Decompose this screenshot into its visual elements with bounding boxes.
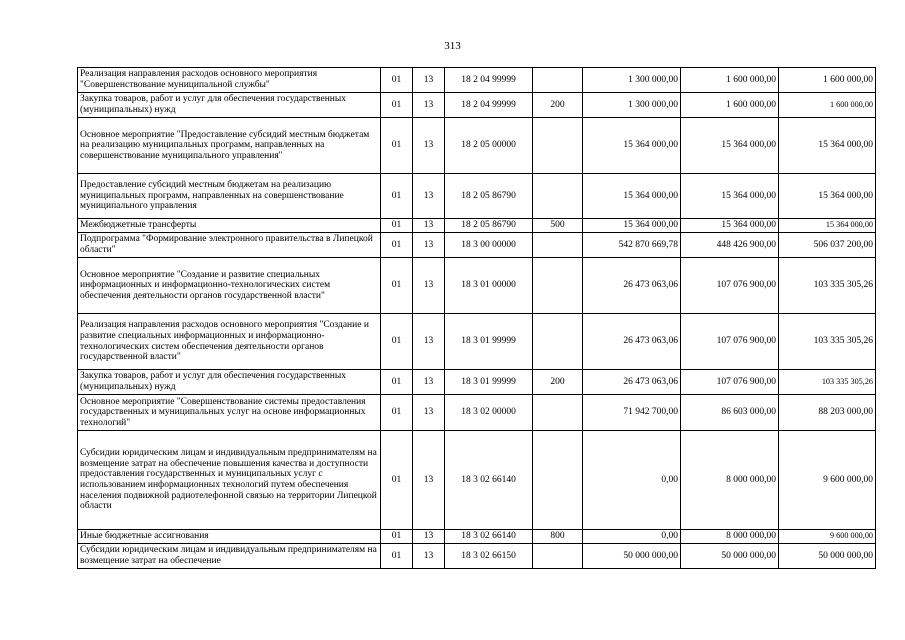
- row-section: 01: [381, 530, 413, 544]
- row-amount-year-1: 15 364 000,00: [583, 174, 681, 219]
- row-amount-year-2: 15 364 000,00: [681, 174, 779, 219]
- row-name: Реализация направления расходов основного мероприятия "Совершенствование муниципальной службы": [78, 68, 381, 93]
- row-amount-year-1: 15 364 000,00: [583, 219, 681, 233]
- table-row: [78, 118, 876, 174]
- row-section: 01: [381, 395, 413, 431]
- row-amount-year-3: 506 037 200,00: [779, 233, 876, 258]
- row-name: Основное мероприятие "Совершенствование системы предоставления государственных и муниципальных услуг на основе информационных технологий": [78, 395, 381, 431]
- row-amount-year-3: 15 364 000,00: [779, 219, 876, 233]
- row-amount-year-3: 88 203 000,00: [779, 395, 876, 431]
- row-amount-year-2: 15 364 000,00: [681, 219, 779, 233]
- table-row: [78, 174, 876, 219]
- row-subsection: 13: [413, 118, 445, 174]
- row-section: 01: [381, 544, 413, 569]
- row-name: Субсидии юридическим лицам и индивидуальным предпринимателям на возмещение затрат на обеспечение повышения качества и доступности предоставления государственных и муниципальных услуг с использованием информационных технологий путем обеспечения населения подвижной радиотелефонной связью на территории Липецкой области: [78, 431, 381, 530]
- row-amount-year-2: 107 076 900,00: [681, 258, 779, 314]
- row-expense-type: 500: [533, 219, 583, 233]
- row-target-article: 18 3 02 66140: [445, 431, 533, 530]
- row-section: 01: [381, 174, 413, 219]
- row-amount-year-3: 103 335 305,26: [779, 314, 876, 370]
- row-name: Закупка товаров, работ и услуг для обеспечения государственных (муниципальных) нужд: [78, 370, 381, 395]
- row-section: 01: [381, 118, 413, 174]
- row-subsection: 13: [413, 544, 445, 569]
- row-amount-year-3: 50 000 000,00: [779, 544, 876, 569]
- row-target-article: 18 2 05 86790: [445, 219, 533, 233]
- row-amount-year-1: 50 000 000,00: [583, 544, 681, 569]
- row-amount-year-1: 1 300 000,00: [583, 68, 681, 93]
- row-subsection: 13: [413, 314, 445, 370]
- table-row: [78, 544, 876, 569]
- row-name: Закупка товаров, работ и услуг для обеспечения государственных (муниципальных) нужд: [78, 93, 381, 118]
- row-section: 01: [381, 93, 413, 118]
- table-row: [78, 258, 876, 314]
- row-expense-type: 200: [533, 93, 583, 118]
- table-row: [78, 395, 876, 431]
- row-section: 01: [381, 68, 413, 93]
- row-amount-year-1: 542 870 669,78: [583, 233, 681, 258]
- row-section: 01: [381, 370, 413, 395]
- row-amount-year-1: 26 473 063,06: [583, 370, 681, 395]
- row-name: Реализация направления расходов основного мероприятия "Создание и развитие специальных информационных и информационно-технологических систем обеспечения деятельности органов государственной власти": [78, 314, 381, 370]
- row-target-article: 18 2 05 86790: [445, 174, 533, 219]
- row-amount-year-1: 71 942 700,00: [583, 395, 681, 431]
- row-target-article: 18 3 01 99999: [445, 314, 533, 370]
- row-target-article: 18 3 00 00000: [445, 233, 533, 258]
- row-expense-type: [533, 233, 583, 258]
- row-target-article: 18 2 05 00000: [445, 118, 533, 174]
- row-subsection: 13: [413, 174, 445, 219]
- row-amount-year-3: 103 335 305,26: [779, 370, 876, 395]
- row-subsection: 13: [413, 431, 445, 530]
- row-expense-type: 800: [533, 530, 583, 544]
- table-row: [78, 431, 876, 530]
- row-subsection: 13: [413, 530, 445, 544]
- row-amount-year-2: 1 600 000,00: [681, 93, 779, 118]
- row-name: Подпрограмма "Формирование электронного правительства в Липецкой области": [78, 233, 381, 258]
- row-amount-year-2: 86 603 000,00: [681, 395, 779, 431]
- row-expense-type: [533, 544, 583, 569]
- row-amount-year-3: 103 335 305,26: [779, 258, 876, 314]
- row-subsection: 13: [413, 370, 445, 395]
- row-expense-type: [533, 395, 583, 431]
- row-amount-year-2: 1 600 000,00: [681, 68, 779, 93]
- row-name: Основное мероприятие "Создание и развитие специальных информационных и информационно-технологических систем обеспечения деятельности органов государственной власти": [78, 258, 381, 314]
- row-amount-year-2: 107 076 900,00: [681, 370, 779, 395]
- row-amount-year-2: 50 000 000,00: [681, 544, 779, 569]
- row-subsection: 13: [413, 233, 445, 258]
- table-row: [78, 314, 876, 370]
- page-number: 313: [444, 40, 461, 52]
- row-expense-type: [533, 431, 583, 530]
- table-row: [78, 233, 876, 258]
- row-amount-year-3: 15 364 000,00: [779, 174, 876, 219]
- row-section: 01: [381, 431, 413, 530]
- row-section: 01: [381, 233, 413, 258]
- row-subsection: 13: [413, 395, 445, 431]
- row-subsection: 13: [413, 93, 445, 118]
- row-amount-year-2: 8 000 000,00: [681, 431, 779, 530]
- row-amount-year-2: 8 000 000,00: [681, 530, 779, 544]
- table-row: [78, 530, 876, 544]
- row-amount-year-3: 1 600 000,00: [779, 68, 876, 93]
- row-target-article: 18 2 04 99999: [445, 68, 533, 93]
- row-amount-year-1: 1 300 000,00: [583, 93, 681, 118]
- table-row: [78, 93, 876, 118]
- row-name: Субсидии юридическим лицам и индивидуальным предпринимателям на возмещение затрат на обеспечение: [78, 544, 381, 569]
- row-expense-type: [533, 68, 583, 93]
- row-name: Предоставление субсидий местным бюджетам на реализацию муниципальных программ, направленных на совершенствование муниципального управления: [78, 174, 381, 219]
- row-expense-type: [533, 314, 583, 370]
- row-subsection: 13: [413, 219, 445, 233]
- row-section: 01: [381, 219, 413, 233]
- row-name: Основное мероприятие "Предоставление субсидий местным бюджетам на реализацию муниципальных программ, направленных на совершенствование муниципального управления": [78, 118, 381, 174]
- row-section: 01: [381, 314, 413, 370]
- row-amount-year-1: 26 473 063,06: [583, 314, 681, 370]
- row-amount-year-2: 107 076 900,00: [681, 314, 779, 370]
- table-row: [78, 370, 876, 395]
- row-amount-year-3: 9 600 000,00: [779, 530, 876, 544]
- row-target-article: 18 3 01 00000: [445, 258, 533, 314]
- row-target-article: 18 3 02 66150: [445, 544, 533, 569]
- row-expense-type: [533, 118, 583, 174]
- row-expense-type: 200: [533, 370, 583, 395]
- row-amount-year-3: 9 600 000,00: [779, 431, 876, 530]
- row-target-article: 18 3 01 99999: [445, 370, 533, 395]
- row-target-article: 18 3 02 66140: [445, 530, 533, 544]
- row-amount-year-1: 15 364 000,00: [583, 118, 681, 174]
- row-amount-year-1: 26 473 063,06: [583, 258, 681, 314]
- row-section: 01: [381, 258, 413, 314]
- row-name: Межбюджетные трансферты: [78, 219, 381, 233]
- row-amount-year-3: 15 364 000,00: [779, 118, 876, 174]
- row-expense-type: [533, 258, 583, 314]
- row-amount-year-2: 15 364 000,00: [681, 118, 779, 174]
- row-amount-year-3: 1 600 000,00: [779, 93, 876, 118]
- row-target-article: 18 2 04 99999: [445, 93, 533, 118]
- row-subsection: 13: [413, 68, 445, 93]
- table-row: [78, 219, 876, 233]
- row-target-article: 18 3 02 00000: [445, 395, 533, 431]
- row-name: Иные бюджетные ассигнования: [78, 530, 381, 544]
- budget-table: [77, 67, 876, 569]
- row-amount-year-1: 0,00: [583, 530, 681, 544]
- table-row: [78, 68, 876, 93]
- row-amount-year-1: 0,00: [583, 431, 681, 530]
- row-amount-year-2: 448 426 900,00: [681, 233, 779, 258]
- row-expense-type: [533, 174, 583, 219]
- row-subsection: 13: [413, 258, 445, 314]
